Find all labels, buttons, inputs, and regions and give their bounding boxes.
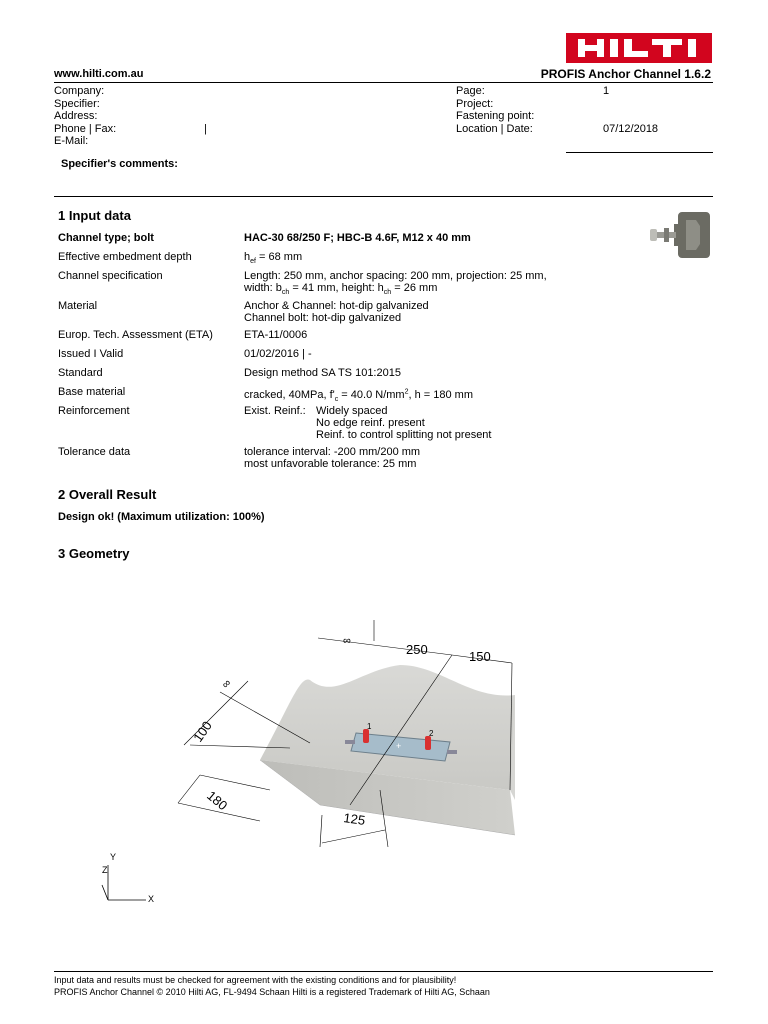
dim-150: 150: [469, 649, 491, 664]
dim-250: 250: [406, 642, 428, 657]
channel-spec-value: Length: 250 mm, anchor spacing: 200 mm, projection: 25 mm, width: $b_{ch} = 41$ mm, height: $h_{ch} = 26$ mm: [244, 270, 547, 297]
axis-y-label: Y: [110, 852, 117, 862]
tolerance-label: Tolerance data: [58, 446, 131, 458]
section-geometry-title: 3 Geometry: [58, 546, 130, 561]
base-material-label: Base material: [58, 386, 126, 398]
embedment-label: Effective embedment depth: [58, 251, 192, 263]
reinforcement-label: Reinforcement: [58, 405, 130, 417]
address-label: Address:: [54, 110, 98, 123]
footer-copyright: PROFIS Anchor Channel © 2010 Hilti AG, FL-9494 Schaan Hilti is a registered Trademark of Hilti AG, Schaan: [54, 987, 490, 997]
specifier-label: Specifier:: [54, 97, 100, 110]
axis-x-label: X: [148, 894, 155, 904]
footer-divider: [54, 971, 713, 972]
phone-fax-label: Phone | Fax: |: [54, 122, 207, 135]
dim-125: 125: [342, 810, 367, 828]
eta-value: ETA-11/0006: [244, 329, 308, 341]
axis-z-label: Z: [102, 865, 108, 875]
website-url: www.hilti.com.au: [54, 68, 144, 80]
svg-text:+: +: [396, 741, 402, 751]
fastening-label: Fastening point:: [456, 110, 535, 123]
issued-value: 01/02/2016 | -: [244, 348, 312, 360]
comments-label: Specifier's comments:: [61, 158, 178, 170]
result-text: Design ok! (Maximum utilization: 100%): [58, 511, 265, 523]
standard-label: Standard: [58, 367, 103, 379]
date-value: 07/12/2018: [603, 123, 659, 135]
base-material-value: cracked, 40MPa, $f'_c = 40.0$ $N/mm^2$, h = 180 mm: [244, 388, 473, 404]
comments-divider: [54, 196, 713, 197]
section-input-title: 1 Input data: [58, 208, 131, 223]
hilti-logo: [566, 33, 712, 63]
dim-100: 100: [190, 718, 215, 745]
section-result-title: 2 Overall Result: [58, 487, 157, 502]
meta-divider: [566, 152, 713, 153]
meta-right-labels: [456, 85, 534, 135]
header-divider: [54, 82, 713, 83]
dim-inf-top: ∞: [343, 635, 351, 647]
channel-spec-label: Channel specification: [58, 270, 163, 282]
dim-inf-left: ∞: [219, 677, 234, 692]
tolerance-value: tolerance interval: -200 mm/200 mm most unfavorable tolerance: 25 mm: [244, 446, 421, 470]
geometry-drawing: [60, 585, 712, 965]
page-label: Page:: [456, 85, 485, 97]
project-label: Project:: [456, 97, 494, 110]
company-label: Company:: [54, 85, 105, 97]
channel-type-label: Channel type; bolt: [58, 232, 154, 244]
anchor-1-label: 1: [367, 722, 372, 731]
dim-180: 180: [204, 787, 231, 814]
material-label: Material: [58, 300, 98, 312]
anchor-2-label: 2: [429, 729, 434, 738]
issued-label: Issued I Valid: [58, 348, 124, 360]
page-number: 1: [603, 85, 610, 97]
material-value: Anchor & Channel: hot-dip galvanized Channel bolt: hot-dip galvanized: [244, 300, 429, 324]
embedment-value: $h_{ef} = 68$ mm: [244, 251, 303, 266]
email-label: E-Mail:: [54, 135, 89, 148]
footer-disclaimer: Input data and results must be checked for agreement with the existing conditions and for plausibility!: [54, 975, 457, 985]
channel-type-value: HAC-30 68/250 F; HBC-B 4.6F, M12 x 40 mm: [244, 232, 471, 244]
meta-left: [54, 85, 207, 148]
channel-image: [646, 206, 712, 264]
reinforcement-prefix: Exist. Reinf.:: [244, 405, 306, 417]
product-name: PROFIS Anchor Channel 1.6.2: [540, 67, 711, 81]
location-date-label: Location | Date:: [456, 122, 533, 135]
eta-label: Europ. Tech. Assessment (ETA): [58, 329, 213, 341]
standard-value: Design method SA TS 101:2015: [244, 367, 401, 379]
reinforcement-value: Widely spaced No edge reinf. present Reinf. to control splitting not present: [316, 405, 492, 441]
